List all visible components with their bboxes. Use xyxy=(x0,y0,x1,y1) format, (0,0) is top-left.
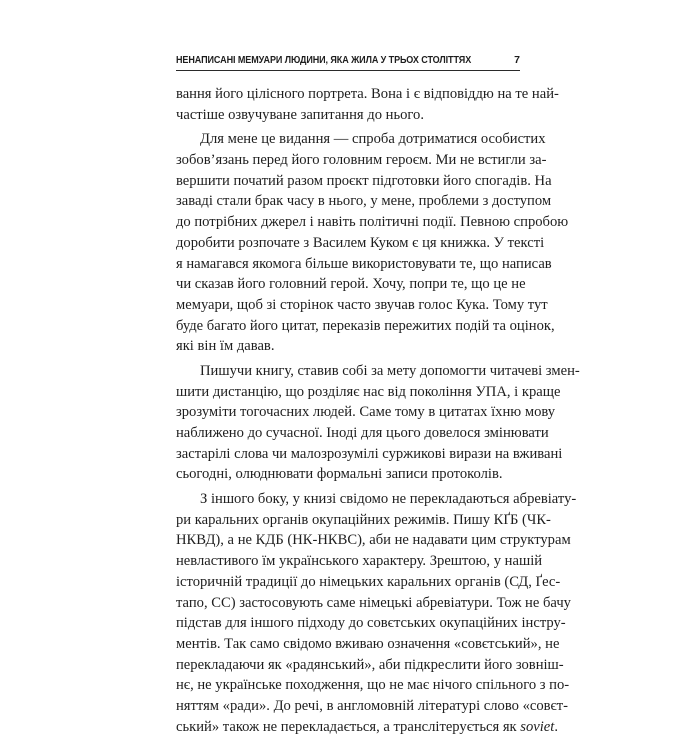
text-line: я намагався якомога більше використовувати те, що написав xyxy=(176,255,552,272)
text-line: зрозуміти тогочасних людей. Саме тому в цитатах їхню мову xyxy=(176,404,556,421)
text-line: наближено до сучасної. Іноді для цього довелося змінювати xyxy=(176,425,549,441)
text-line: заваді стали брак часу в нього, у мене, проблеми з доступом xyxy=(176,193,552,210)
text-line: Для мене це видання — спроба дотриматися особистих xyxy=(200,131,546,148)
text-line: буде багато його цитат, переказів пережитих подій та оцінок, xyxy=(176,317,555,334)
text-line: ментів. Так само свідомо вживаю означення «совєтський», не xyxy=(176,635,560,652)
text-line: до потрібних джерел і навіть політичні події. Певною спробою xyxy=(176,214,569,231)
text-line: Пишучи книгу, ставив собі за мету допомогти читачеві змен- xyxy=(200,362,580,379)
text-line: невластивого їм українського характеру. Зрештою, у нашій xyxy=(176,553,543,570)
header-rule xyxy=(176,70,520,71)
text-line: нє, не українське походження, що не має нічого спільного з по- xyxy=(176,677,570,694)
text-line: вершити початий разом проєкт підготовки його спогадів. На xyxy=(176,172,552,189)
text-line: сьогодні, олюднювати формальні записи протоколів. xyxy=(176,466,503,483)
text-line: історичній традиції до німецьких каральних органів (СД, Ґес- xyxy=(176,573,561,590)
text-line: зобов’язань перед його головним героєм. Ми не встигли за- xyxy=(176,152,547,169)
text-line: які він їм давав. xyxy=(176,338,275,355)
text-line: доробити розпочате з Василем Куком є ця книжка. У тексті xyxy=(176,234,545,251)
running-head xyxy=(176,54,520,66)
paragraph xyxy=(176,361,580,485)
running-title: НЕНАПИСАНІ МЕМУАРИ ЛЮДИНИ, ЯКА ЖИЛА У ТРЬОХ СТОЛІТТЯХ xyxy=(176,54,472,66)
text-line: няттям «ради». До речі, в англомовній літературі слово «совєт- xyxy=(176,697,569,714)
page-number: 7 xyxy=(514,54,520,66)
text-line: частіше озвучуване запитання до нього. xyxy=(176,106,424,123)
text-line: З іншого боку, у книзі свідомо не перекладаються абревіату- xyxy=(200,491,577,508)
text-line: підстав для іншого підходу до совєтських окупаційних інстру- xyxy=(176,615,566,632)
text-line: НКВД), а не КДБ (НК-НКВС), аби не надавати цим структурам xyxy=(176,532,571,549)
text-line: ри каральних органів окупаційних режимів. Пишу КҐБ (ЧК- xyxy=(176,511,551,528)
text-line: застарілі слова чи малозрозумілі суржикові вирази на вживані xyxy=(176,445,563,462)
text-line: вання його цілісного портрета. Вона і є відповіддю на те най- xyxy=(176,86,559,102)
paragraph xyxy=(176,129,569,357)
text-line: перекладаючи як «радянський», аби підкреслити його зовніш- xyxy=(176,656,564,673)
text-line: шити дистанцію, що розділяє нас від покоління УПА, і краще xyxy=(176,383,561,400)
paragraph xyxy=(176,84,559,125)
text-line: мемуари, щоб зі сторінок часто звучав голос Кука. Тому тут xyxy=(176,296,548,313)
body-text xyxy=(176,84,580,737)
text-line: тапо, СС) застосовують саме німецькі абревіатури. Тож не бачу xyxy=(176,594,571,611)
text-line: чи сказав його головний герой. Хочу, попри те, що це не xyxy=(176,276,526,293)
text-line: ський» також не перекладається, а транслітерується як soviet. xyxy=(176,718,558,735)
